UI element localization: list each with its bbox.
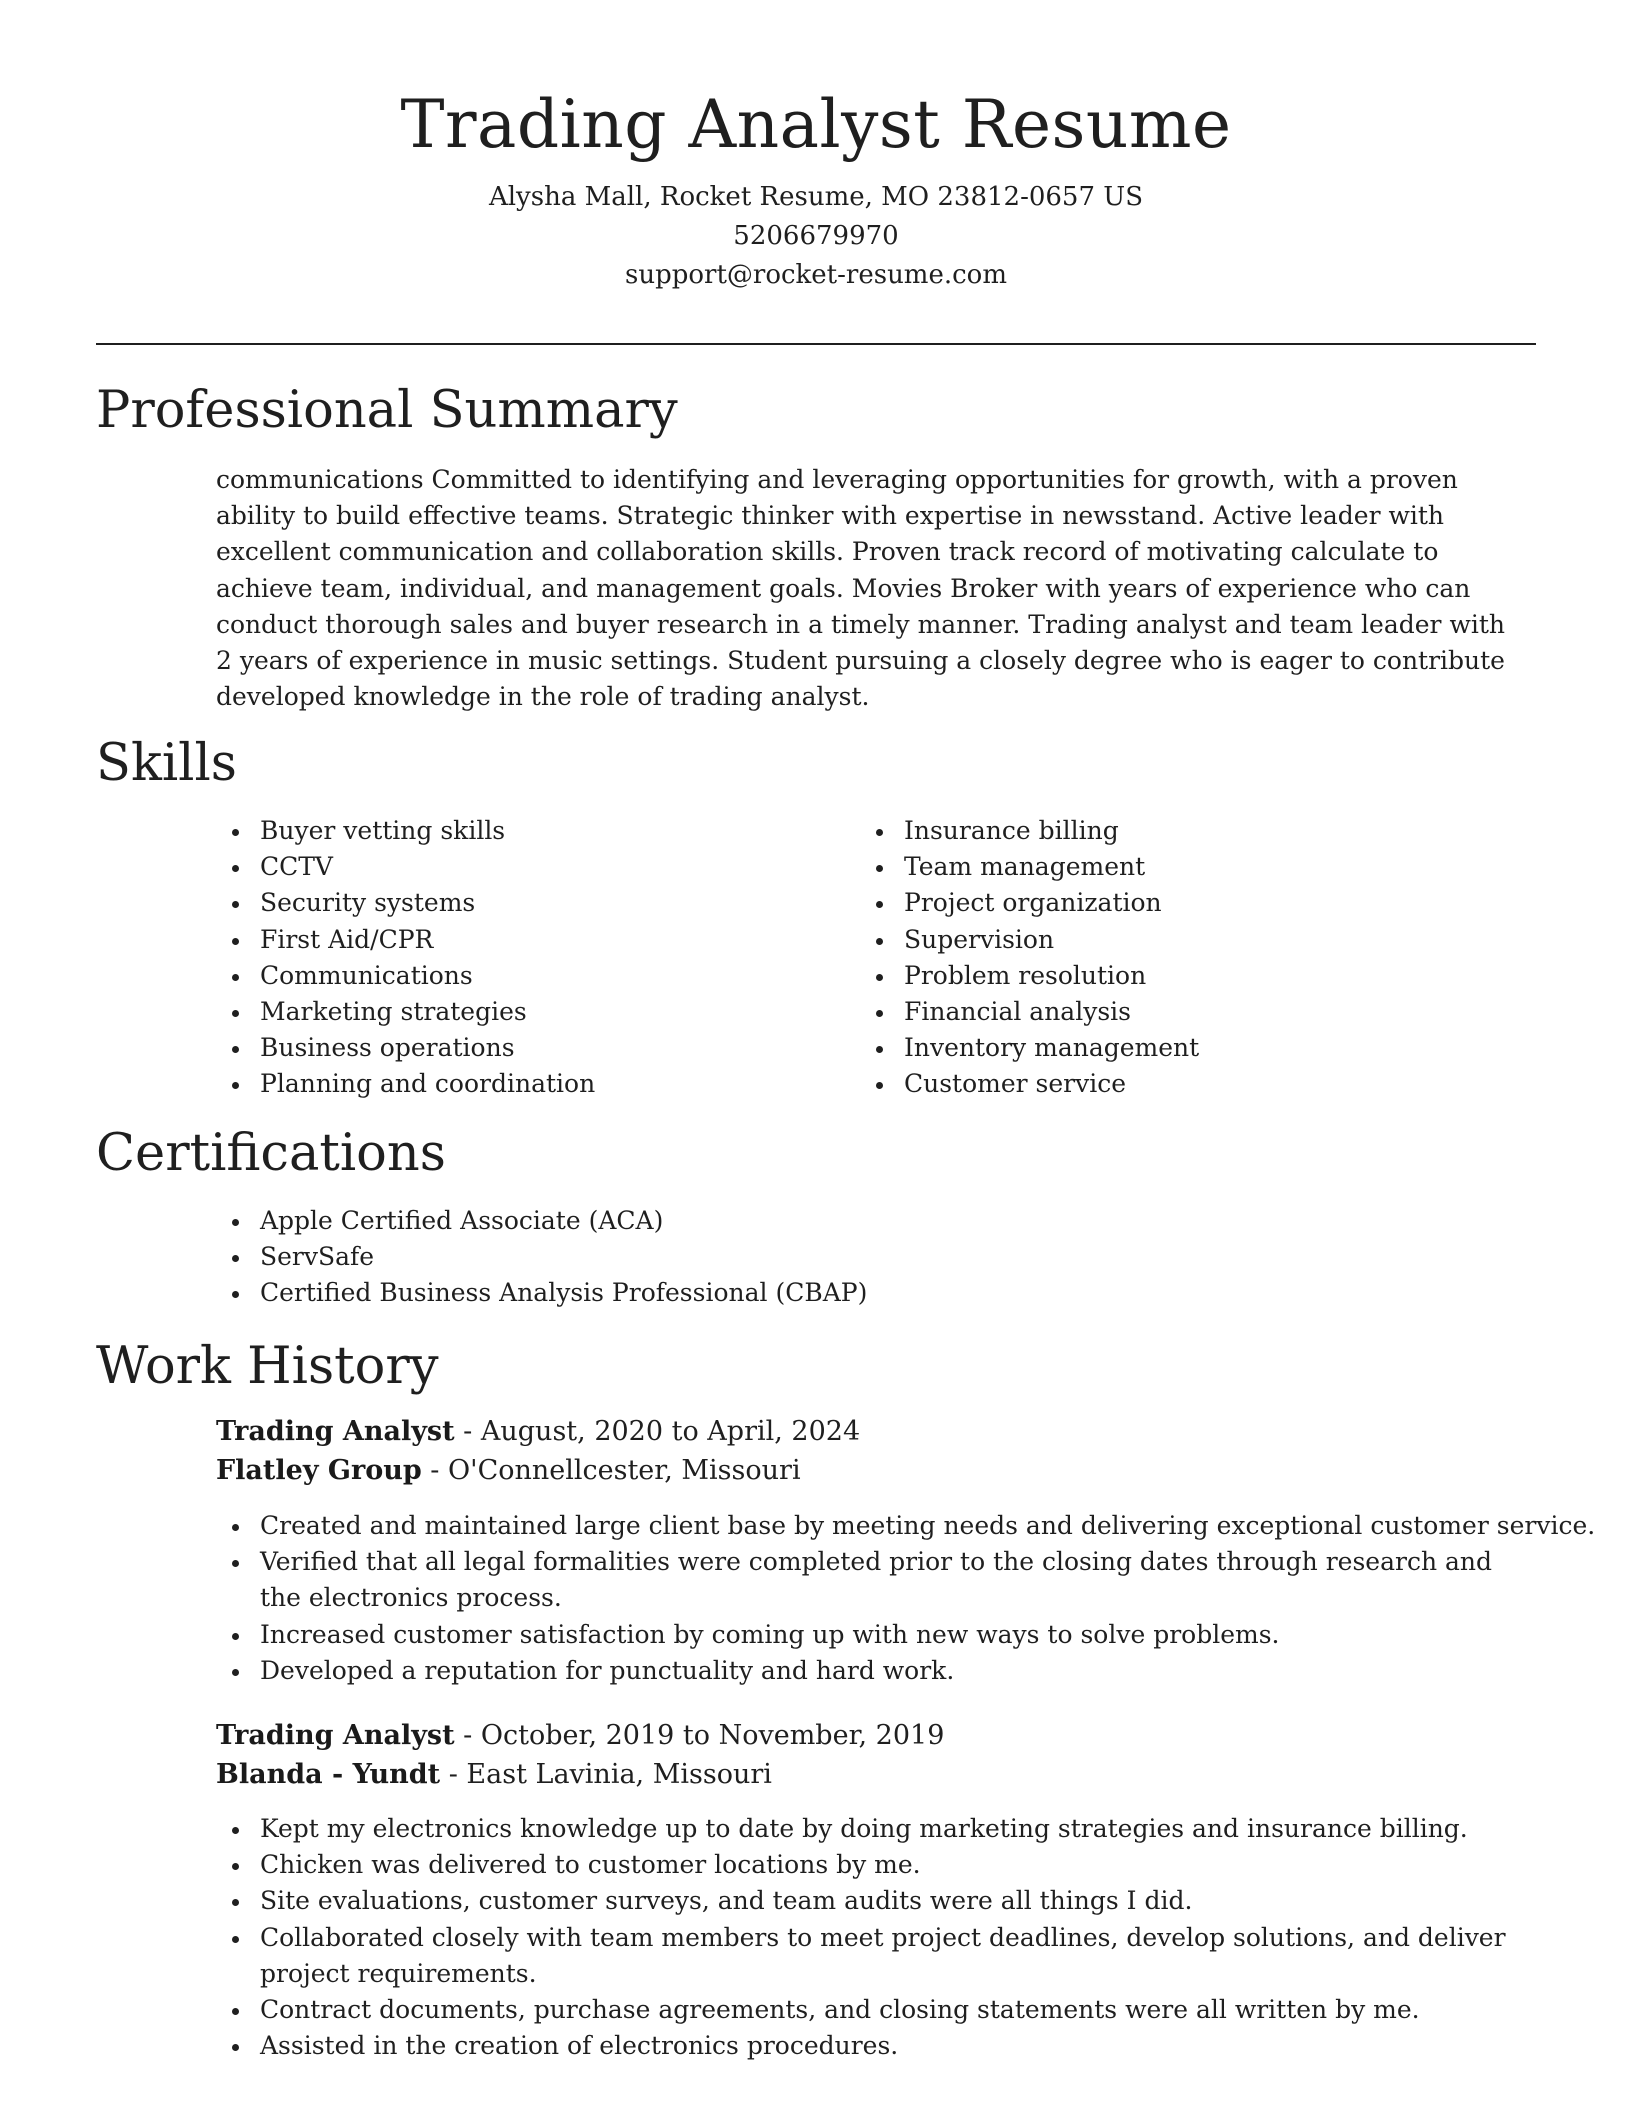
job-bullet: Created and maintained large client base by meeting needs and delivering exceptional customer service. bbox=[216, 1508, 1526, 1544]
job-bullet: Contract documents, purchase agreements, and closing statements were all written by me. bbox=[216, 1992, 1526, 2028]
job-company: Flatley Group bbox=[216, 1455, 422, 1486]
job-location: - East Lavinia, Missouri bbox=[440, 1759, 772, 1790]
skill-item: Team management bbox=[860, 849, 1460, 885]
contact-address: Alysha Mall, Rocket Resume, MO 23812-0657 US bbox=[488, 182, 1144, 212]
job-title: Trading Analyst bbox=[216, 1416, 455, 1447]
job-title-line bbox=[216, 1717, 944, 1755]
certification-item: ServSafe bbox=[216, 1239, 1516, 1275]
skills-list-left bbox=[216, 813, 816, 1103]
job-company-line bbox=[216, 1452, 801, 1490]
skill-item: Insurance billing bbox=[860, 813, 1460, 849]
job-location: - O'Connellcester, Missouri bbox=[421, 1455, 801, 1486]
skill-item: Planning and coordination bbox=[216, 1066, 816, 1102]
skill-item: Inventory management bbox=[860, 1030, 1460, 1066]
job-bullet: Chicken was delivered to customer locations by me. bbox=[216, 1847, 1526, 1883]
work-history-heading: Work History bbox=[96, 1337, 439, 1396]
contact-email: support@rocket-resume.com bbox=[624, 260, 1007, 290]
job-bullet: Collaborated closely with team members to meet project deadlines, develop solutions, and deliver project requirements. bbox=[216, 1920, 1526, 1992]
skill-item: Customer service bbox=[860, 1066, 1460, 1102]
job-bullet: Kept my electronics knowledge up to date by doing marketing strategies and insurance billing. bbox=[216, 1811, 1526, 1847]
skill-item: Project organization bbox=[860, 885, 1460, 921]
job-title-line bbox=[216, 1413, 860, 1451]
job-company-line bbox=[216, 1756, 772, 1794]
job-bullet: Developed a reputation for punctuality and hard work. bbox=[216, 1653, 1526, 1689]
job-dates: - October, 2019 to November, 2019 bbox=[454, 1720, 945, 1751]
certification-item: Certified Business Analysis Professional (CBAP) bbox=[216, 1275, 1516, 1311]
certification-item: Apple Certified Associate (ACA) bbox=[216, 1203, 1516, 1239]
summary-heading: Professional Summary bbox=[96, 381, 678, 440]
job-bullet: Verified that all legal formalities were completed prior to the closing dates through research and the electronics process. bbox=[216, 1544, 1526, 1616]
job-company: Blanda - Yundt bbox=[216, 1759, 441, 1790]
skills-heading: Skills bbox=[96, 734, 237, 793]
skills-list-right bbox=[860, 813, 1460, 1103]
skill-item: Buyer vetting skills bbox=[216, 813, 816, 849]
job-dates: - August, 2020 to April, 2024 bbox=[454, 1416, 861, 1447]
job-bullets bbox=[216, 1508, 1596, 1689]
skill-item: Supervision bbox=[860, 922, 1460, 958]
skill-item: CCTV bbox=[216, 849, 816, 885]
resume-header bbox=[0, 82, 1632, 295]
skill-item: Business operations bbox=[216, 1030, 816, 1066]
summary-text: communications Committed to identifying and leveraging opportunities for growth, with a proven ability to build effective teams. Strategic thinker with expertise in newsstand. Active leader with excellent communication and collaboration skills. Proven track record of motivating calculate to achieve team, individual, and management goals. Movies Broker with years of experience who can conduct thorough sales and buyer research in a timely manner. Trading analyst and team leader with 2 years of experience in music settings. Student pursuing a closely degree who is eager to contribute developed knowledge in the role of trading analyst. bbox=[216, 465, 1505, 712]
job-bullet: Site evaluations, customer surveys, and team audits were all things I did. bbox=[216, 1883, 1526, 1919]
certifications-list bbox=[216, 1203, 1516, 1312]
skill-item: First Aid/CPR bbox=[216, 922, 816, 958]
certifications-heading: Certifications bbox=[96, 1124, 446, 1183]
header-divider bbox=[96, 343, 1536, 345]
job-title: Trading Analyst bbox=[216, 1720, 455, 1751]
job-bullet: Increased customer satisfaction by coming up with new ways to solve problems. bbox=[216, 1617, 1526, 1653]
job-bullet: Assisted in the creation of electronics procedures. bbox=[216, 2028, 1526, 2064]
skill-item: Marketing strategies bbox=[216, 994, 816, 1030]
job-bullets bbox=[216, 1811, 1526, 2064]
resume-title: Trading Analyst Resume bbox=[400, 86, 1232, 163]
skill-item: Financial analysis bbox=[860, 994, 1460, 1030]
contact-phone: 5206679970 bbox=[733, 221, 899, 251]
skill-item: Problem resolution bbox=[860, 958, 1460, 994]
skill-item: Communications bbox=[216, 958, 816, 994]
skill-item: Security systems bbox=[216, 885, 816, 921]
